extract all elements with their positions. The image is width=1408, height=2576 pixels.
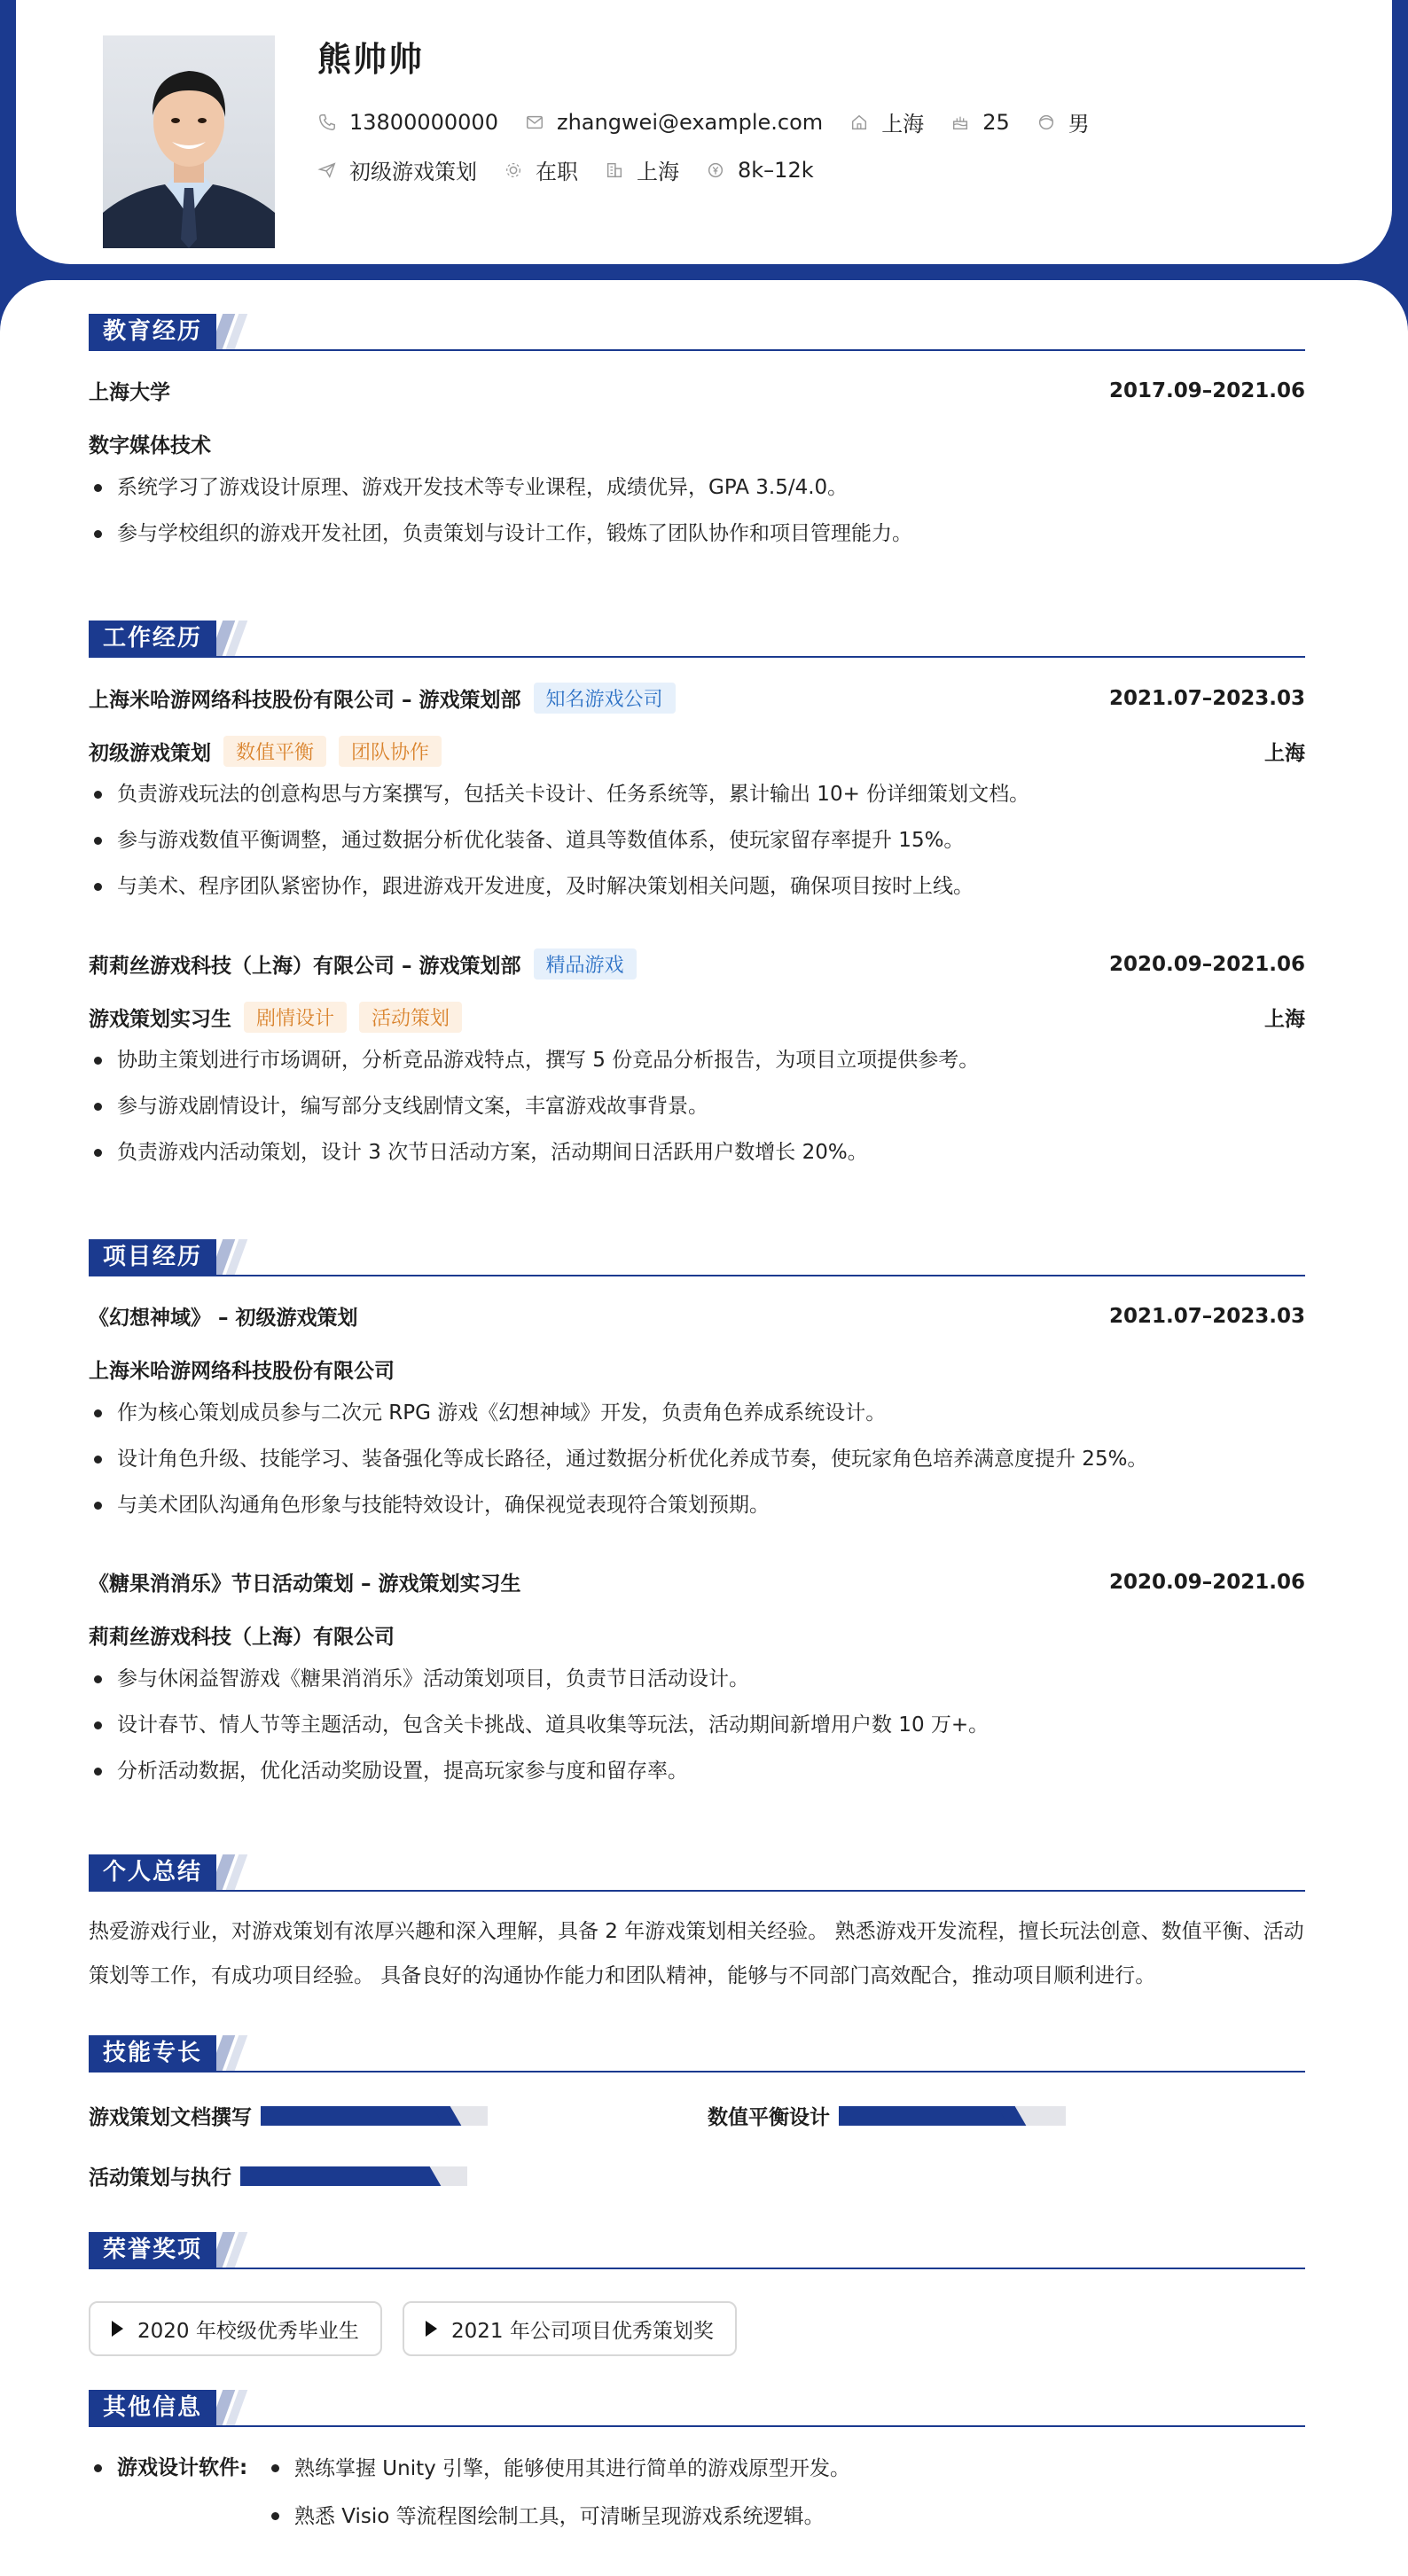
honors-section [89, 2232, 1305, 2343]
avatar-photo [103, 35, 275, 248]
project-period: 2020.09–2021.06 [1108, 1570, 1305, 1594]
job-row [89, 683, 1305, 714]
honors-list [89, 2301, 1305, 2360]
section-title: 项目经历 [89, 1239, 216, 1275]
list-item: 系统学习了游戏设计原理、游戏开发技术等专业课程，成绩优异，GPA 3.5/4.0。 [89, 464, 1305, 511]
project-company: 上海米哈游网络科技股份有限公司 [89, 1360, 395, 1383]
summary-section [89, 1854, 1305, 1987]
major-name: 数字媒体技术 [89, 434, 211, 457]
status-item [504, 154, 578, 185]
education-row [89, 376, 1305, 405]
gender-item [1036, 106, 1090, 137]
location-text: 上海 [881, 112, 925, 137]
major-row [89, 429, 1305, 458]
job-intent-row [317, 154, 841, 185]
list-item: 参与游戏剧情设计，编写部分支线剧情文案，丰富游戏故事背景。 [89, 1083, 1305, 1129]
home-icon [849, 113, 869, 132]
project-name: 《糖果消消乐》节日活动策划 – 游戏策划实习生 [89, 1573, 521, 1596]
list-item: 负责游戏内活动策划，设计 3 次节日活动方案，活动期间日活跃用户数增长 20%。 [89, 1129, 1305, 1175]
job-bullets [89, 771, 1305, 909]
list-item: 协助主策划进行市场调研，分析竞品游戏特点，撰写 5 份竞品分析报告，为项目立项提供参考。 [89, 1037, 1305, 1083]
section-header [89, 1239, 1305, 1276]
company-tag: 精品游戏 [534, 948, 637, 980]
mail-icon [525, 113, 544, 132]
resume-body [0, 280, 1408, 2576]
honor-badge [403, 2301, 737, 2356]
phone-icon [317, 113, 337, 132]
skills-section [89, 2035, 1305, 2190]
list-item: 参与休闲益智游戏《糖果消消乐》活动策划项目，负责节日活动设计。 [89, 1656, 1305, 1702]
skill-item [708, 2101, 1066, 2130]
gender-text: 男 [1068, 112, 1090, 137]
honor-text: 2020 年校级优秀毕业生 [137, 2319, 359, 2343]
role-row [89, 1002, 1305, 1033]
gender-icon [1036, 113, 1056, 132]
building-icon [605, 160, 624, 180]
location-item [849, 106, 924, 137]
skill-tag: 团队协作 [339, 736, 442, 767]
project-company-row [89, 1354, 1305, 1384]
list-item: 负责游戏玩法的创意构思与方案撰写，包括关卡设计、任务系统等，累计输出 10+ 份详细策划文档。 [89, 771, 1305, 817]
email-item [525, 110, 823, 135]
status-gear-icon [504, 160, 523, 180]
company-name: 上海米哈游网络科技股份有限公司 – 游戏策划部 [89, 689, 521, 712]
company-name: 莉莉丝游戏科技（上海）有限公司 – 游戏策划部 [89, 955, 521, 978]
list-item: 熟悉 Visio 等流程图绘制工具，可清晰呈现游戏系统逻辑。 [266, 2493, 850, 2541]
honor-badge [89, 2301, 382, 2356]
other-list [266, 2445, 850, 2541]
honor-text: 2021 年公司项目优秀策划奖 [451, 2319, 714, 2343]
project-row [89, 1301, 1305, 1331]
project-company: 莉莉丝游戏科技（上海）有限公司 [89, 1626, 395, 1649]
section-header [89, 2232, 1305, 2269]
skill-tag: 数值平衡 [223, 736, 326, 767]
profile-header [16, 0, 1392, 264]
section-header [89, 314, 1305, 351]
coin-icon [706, 160, 725, 180]
age-text: 25 [982, 109, 1010, 135]
cake-icon [950, 113, 970, 132]
skill-bar-fill [839, 2106, 1012, 2126]
section-header [89, 2035, 1305, 2073]
phone-item [317, 110, 498, 135]
candidate-name: 熊帅帅 [317, 40, 425, 79]
skill-bar [261, 2106, 488, 2126]
section-header [89, 2390, 1305, 2427]
job-city: 上海 [1264, 742, 1305, 765]
skill-name: 数值平衡设计 [708, 2106, 830, 2129]
other-label: 游戏设计软件: [89, 2445, 247, 2491]
projects-section [89, 1239, 1305, 1783]
education-period: 2017.09–2021.06 [1108, 379, 1305, 402]
section-title: 技能专长 [89, 2035, 216, 2071]
project-bullets [89, 1390, 1305, 1528]
skill-tag: 活动策划 [359, 1002, 462, 1033]
list-item: 参与游戏数值平衡调整，通过数据分析优化装备、道具等数值体系，使玩家留存率提升 15%。 [89, 817, 1305, 863]
section-title: 教育经历 [89, 314, 216, 349]
project-period: 2021.07–2023.03 [1108, 1304, 1305, 1328]
age-item [950, 110, 1010, 135]
education-section [89, 314, 1305, 545]
section-title: 其他信息 [89, 2390, 216, 2425]
school-name: 上海大学 [89, 381, 170, 404]
list-item: 设计角色升级、技能学习、装备强化等成长路径，通过数据分析优化养成节奏，使玩家角色培养满意度提升 25%。 [89, 1436, 1305, 1482]
job-bullets [89, 1037, 1305, 1175]
section-title: 荣誉奖项 [89, 2232, 216, 2268]
list-item: 与美术、程序团队紧密协作，跟进游戏开发进度，及时解决策划相关问题，确保项目按时上线。 [89, 863, 1305, 909]
company-tag: 知名游戏公司 [534, 683, 676, 714]
list-item: 熟练掌握 Unity 引擎，能够使用其进行简单的游戏原型开发。 [266, 2445, 850, 2493]
salary-item [706, 158, 814, 183]
project-company-row [89, 1620, 1305, 1650]
work-section [89, 621, 1305, 1164]
play-triangle-icon [426, 2321, 437, 2337]
position-text: 初级游戏策划 [349, 160, 477, 184]
target-city-text: 上海 [637, 160, 679, 184]
job-period: 2021.07–2023.03 [1108, 686, 1305, 710]
list-item: 与美术团队沟通角色形象与技能特效设计，确保视觉表现符合策划预期。 [89, 1482, 1305, 1528]
salary-text: 8k–12k [738, 157, 814, 183]
job-period: 2020.09–2021.06 [1108, 952, 1305, 976]
contact-row [317, 106, 1116, 137]
education-bullets [89, 464, 1305, 557]
project-row [89, 1567, 1305, 1596]
job-city: 上海 [1264, 1008, 1305, 1031]
list-item: 参与学校组织的游戏开发社团，负责策划与设计工作，锻炼了团队协作和项目管理能力。 [89, 511, 1305, 557]
skill-bar [240, 2166, 467, 2186]
list-item: 设计春节、情人节等主题活动，包含关卡挑战、道具收集等玩法，活动期间新增用户数 10 万+。 [89, 1702, 1305, 1748]
role-row [89, 736, 1305, 767]
skill-bar [839, 2106, 1066, 2126]
email-text: zhangwei@example.com [556, 109, 824, 135]
summary-text: 热爱游戏行业，对游戏策划有浓厚兴趣和深入理解，具备 2 年游戏策划相关经验。 熟悉游戏开发流程，擅长玩法创意、数值平衡、活动策划等工作，有成功项目经验。 具备良好的沟通协作能力和团队精神，能够与不同部门高效配合，推动项目顺利进行。 [89, 1920, 1304, 1987]
skill-item [89, 2101, 488, 2130]
skill-bar-fill [261, 2106, 447, 2126]
list-item: 分析活动数据，优化活动奖励设置，提高玩家参与度和留存率。 [89, 1748, 1305, 1794]
target-city-item [605, 154, 679, 185]
skill-item [89, 2161, 467, 2190]
list-item: 作为核心策划成员参与二次元 RPG 游戏《幻想神域》开发，负责角色养成系统设计。 [89, 1390, 1305, 1436]
role-name: 初级游戏策划 [89, 742, 211, 765]
project-bullets [89, 1656, 1305, 1794]
job-row [89, 948, 1305, 980]
skill-tag: 剧情设计 [244, 1002, 347, 1033]
skill-bar-fill [240, 2166, 426, 2186]
section-header [89, 1854, 1305, 1892]
section-title: 工作经历 [89, 621, 216, 656]
section-header [89, 621, 1305, 658]
section-title: 个人总结 [89, 1854, 216, 1890]
other-section [89, 2390, 1305, 2528]
play-triangle-icon [112, 2321, 123, 2337]
phone-text: 13800000000 [349, 109, 498, 135]
position-item [317, 154, 477, 185]
status-text: 在职 [536, 160, 578, 184]
send-icon [317, 160, 337, 180]
project-name: 《幻想神域》 – 初级游戏策划 [89, 1307, 358, 1330]
role-name: 游戏策划实习生 [89, 1008, 231, 1031]
skill-name: 活动策划与执行 [89, 2166, 231, 2190]
skill-name: 游戏策划文档撰写 [89, 2106, 252, 2129]
